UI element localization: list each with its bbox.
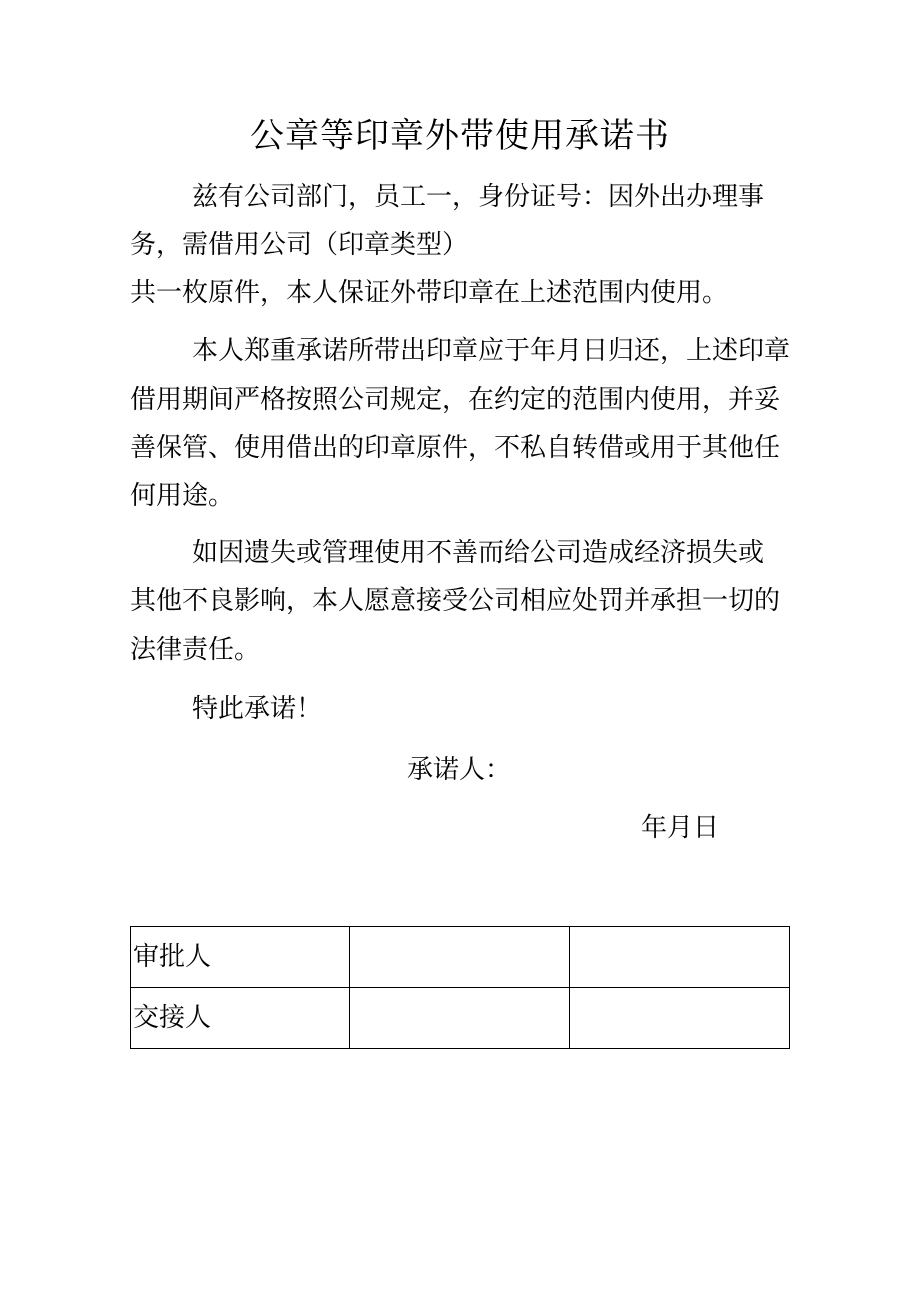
date-label: 年月日 <box>641 813 720 843</box>
document-title: 公章等印章外带使用承诺书 <box>250 116 670 156</box>
paragraph2-line4: 何用途。 <box>130 481 235 511</box>
paragraph3-line3: 法律责任。 <box>130 635 261 665</box>
table-row <box>131 988 790 1049</box>
table-row <box>131 927 790 988</box>
paragraph1-line1: 兹有公司部门，员工一，身份证号：因外出办理事 <box>192 182 765 212</box>
paragraph2-line2: 借用期间严格按照公司规定，在约定的范围内使用，并妥 <box>130 385 781 415</box>
approver-date-cell[interactable] <box>569 927 789 988</box>
closing-text: 特此承诺！ <box>192 694 323 724</box>
paragraph3-line1: 如因遗失或管理使用不善而给公司造成经济损失或 <box>192 538 765 568</box>
paragraph3-line2: 其他不良影响，本人愿意接受公司相应处罚并承担一切的 <box>130 586 781 616</box>
handover-date-cell[interactable] <box>569 988 789 1049</box>
promisor-label: 承诺人： <box>407 755 512 785</box>
handover-signature-cell[interactable] <box>349 988 569 1049</box>
paragraph1-line2: 务，需借用公司（印章类型） <box>130 230 469 260</box>
paragraph1-line3: 共一枚原件，本人保证外带印章在上述范围内使用。 <box>130 278 729 308</box>
approver-label: 审批人 <box>131 927 350 988</box>
approver-signature-cell[interactable] <box>349 927 569 988</box>
handover-label: 交接人 <box>131 988 350 1049</box>
paragraph2-line3: 善保管、使用借出的印章原件，不私自转借或用于其他任 <box>130 433 781 463</box>
signature-table <box>130 926 790 1049</box>
paragraph2-line1: 本人郑重承诺所带出印章应于年月日归还，上述印章 <box>192 336 791 366</box>
